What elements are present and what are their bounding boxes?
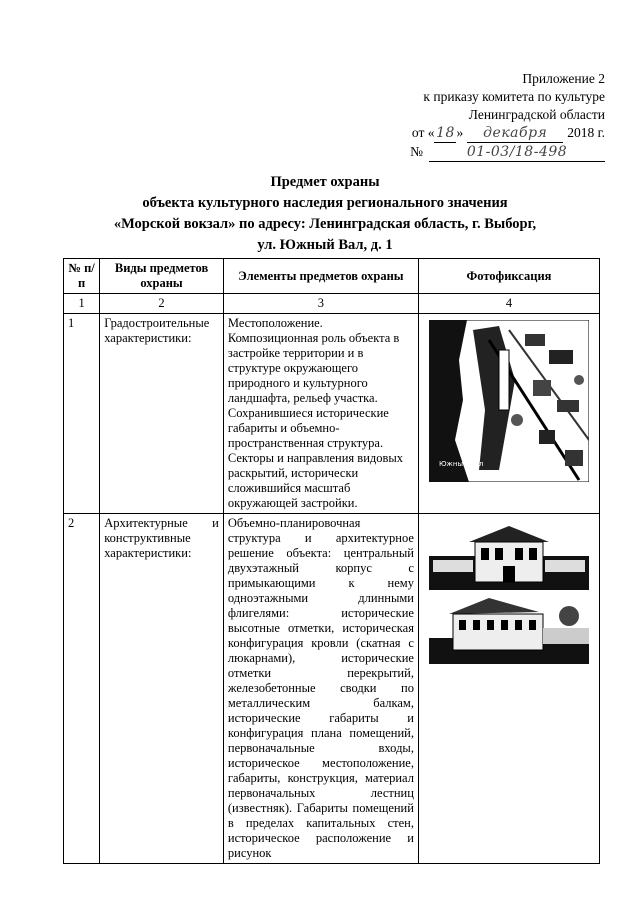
- handwritten-number: 01-03/18-498: [429, 143, 605, 162]
- document-title: [60, 172, 590, 256]
- header-number: № п/п: [64, 259, 100, 294]
- document-header: [395, 70, 605, 162]
- table-header-row: [64, 259, 600, 294]
- row-elements: Местоположение. Композиционная роль объекта в застройке территории и в структуре окружающего природного и культурного ландшафта, рельеф участка. Сохранившиеся исторические габариты и объемно-пространственная структура. Секторы и направления видовых раскрытий, исторически сложившийся масштаб окружающей застройки.: [223, 314, 418, 514]
- table-row: [64, 514, 600, 864]
- building-facade-photo: [429, 520, 589, 590]
- col-number: 2: [100, 294, 224, 314]
- aerial-map-photo: [429, 320, 589, 482]
- table-row: [64, 314, 600, 514]
- col-number: 1: [64, 294, 100, 314]
- header-elements: Элементы предметов охраны: [223, 259, 418, 294]
- col-number: 3: [223, 294, 418, 314]
- protection-table: [63, 258, 600, 864]
- order-date: от « 18 » декабря 2018 г.: [411, 125, 605, 141]
- title-line-1: Предмет охраны: [270, 174, 380, 190]
- row-number: 2: [64, 514, 100, 864]
- photo-caption: Южный Вал: [438, 460, 484, 468]
- title-line-2: объекта культурного наследия регионального значения: [142, 195, 508, 211]
- row-elements: Объемно-планировочная структура и архитектурное решение объекта: центральный двухэтажный корпус с примыкающими к нему одноэтажными длинными флигелями: исторические высотные отметки, историческая конфигурация кровли (скатная с люкарнами), исторические отметки перекрытий, железобетонные сводки по металлическим балкам, исторические габариты и конфигурация плана помещений, первоначальные входы, историческое местоположение, габариты, конструкция, материал первоначальных лестниц (известняк). Габариты помещений в пределах капитальных стен, историческое расположение и рисунок: [223, 514, 418, 864]
- col-number: 4: [418, 294, 599, 314]
- title-line-3: «Морской вокзал» по адресу: Ленинградская область, г. Выборг,: [113, 216, 537, 232]
- row-type: Архитектурные и конструктивные характеристики:: [100, 514, 224, 864]
- order-number: № 01-03/18-498: [395, 143, 605, 162]
- order-reference: к приказу комитета по культуре: [423, 89, 605, 104]
- row-photo: [418, 514, 599, 864]
- handwritten-month: декабря: [467, 124, 563, 143]
- row-type: Градостроительные характеристики:: [100, 314, 224, 514]
- row-photo: [418, 314, 599, 514]
- column-number-row: [64, 294, 600, 314]
- row-number: 1: [64, 314, 100, 514]
- header-type: Виды предметов охраны: [100, 259, 224, 294]
- title-line-4: ул. Южный Вал, д. 1: [257, 237, 393, 253]
- region-name: Ленинградской области: [468, 107, 605, 122]
- handwritten-day: 18: [436, 125, 455, 141]
- appendix-label: Приложение 2: [522, 71, 605, 86]
- header-photo: Фотофиксация: [418, 259, 599, 294]
- building-side-photo: [429, 594, 589, 664]
